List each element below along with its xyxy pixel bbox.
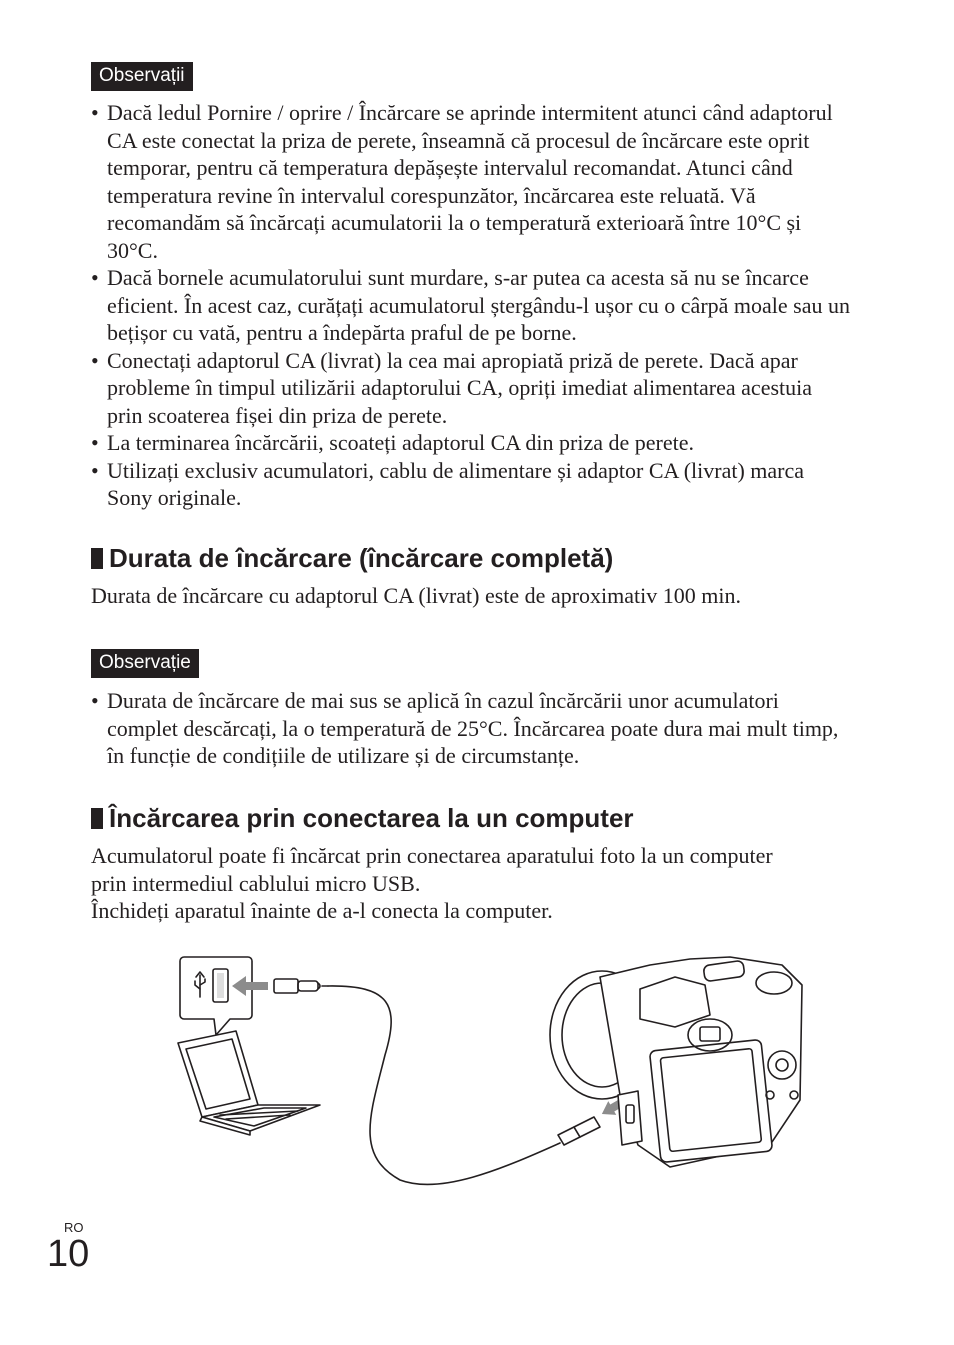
section-marker-icon: [91, 548, 103, 569]
list-item: • Dacă ledul Pornire / oprire / Încărcare se aprinde intermitent atunci când adaptorul CA este conectat la priza de perete, înseamnă că procesul de încărcare este oprit temporar, pentru că temperatura depășește intervalul recomandat. Atunci când temperatura revine în intervalul corespunzător, încărcarea este reluată. Vă recomandăm să încărcați acumulatorii la o temperatură exterioară între 10°C și 30°C.: [91, 99, 851, 264]
list-item: • La terminarea încărcării, scoateți adaptorul CA din priza de perete.: [91, 429, 851, 457]
section-marker-icon: [91, 808, 103, 829]
note-label: Observație: [91, 649, 199, 678]
list-item: • Dacă bornele acumulatorului sunt murdare, s-ar putea ca acesta să nu se încarce eficient. În acest caz, curățați acumulatorul ștergându-l ușor cu o cârpă moale sau un bețișor cu vată, pentru a îndepărta praful de pe borne.: [91, 264, 851, 347]
usb-connection-illustration: [170, 945, 810, 1195]
list-item: • Conectați adaptorul CA (livrat) la cea mai apropiată priză de perete. Dacă apar probleme în timpul utilizării adaptorului CA, opriți imediat alimentarea acestuia prin scoaterea fișei din priza de perete.: [91, 347, 851, 430]
list-item: • Utilizați exclusiv acumulatori, cablu de alimentare și adaptor CA (livrat) marca Sony originale.: [91, 457, 851, 512]
usb-port-callout: [180, 957, 252, 1035]
notes-list: [91, 99, 851, 512]
power-off-instruction: Închideți aparatul înainte de a-l conecta la computer.: [91, 898, 553, 923]
micro-usb-plug: [558, 1117, 600, 1145]
computer-charging-text: Acumulatorul poate fi încărcat prin conectarea aparatului foto la un computer prin intermediul cablului micro USB.: [91, 843, 773, 896]
notes-label: Observații: [91, 62, 193, 91]
section-heading-charging-time: [91, 542, 613, 574]
usb-cable: [328, 986, 560, 1185]
page-number: 10: [47, 1233, 90, 1275]
section-heading-computer-charging: [91, 802, 634, 834]
heading-text: Durata de încărcare (încărcare completă): [109, 543, 614, 573]
laptop-icon: [178, 1031, 320, 1135]
usb-plug: [274, 979, 328, 993]
list-item: • Durata de încărcare de mai sus se aplică în cazul încărcării unor acumulatori complet descărcați, la o temperatură de 25°C. Încărcarea poate dura mai mult timp, în funcție de condițiile de utilizare și de circumstanțe.: [91, 687, 851, 770]
note-list: [91, 687, 851, 770]
language-code: RO: [64, 1220, 84, 1235]
camera-icon: [550, 957, 802, 1167]
heading-text: Încărcarea prin conectarea la un computer: [109, 803, 634, 833]
charging-time-text: Durata de încărcare cu adaptorul CA (livrat) este de aproximativ 100 min.: [91, 583, 741, 608]
